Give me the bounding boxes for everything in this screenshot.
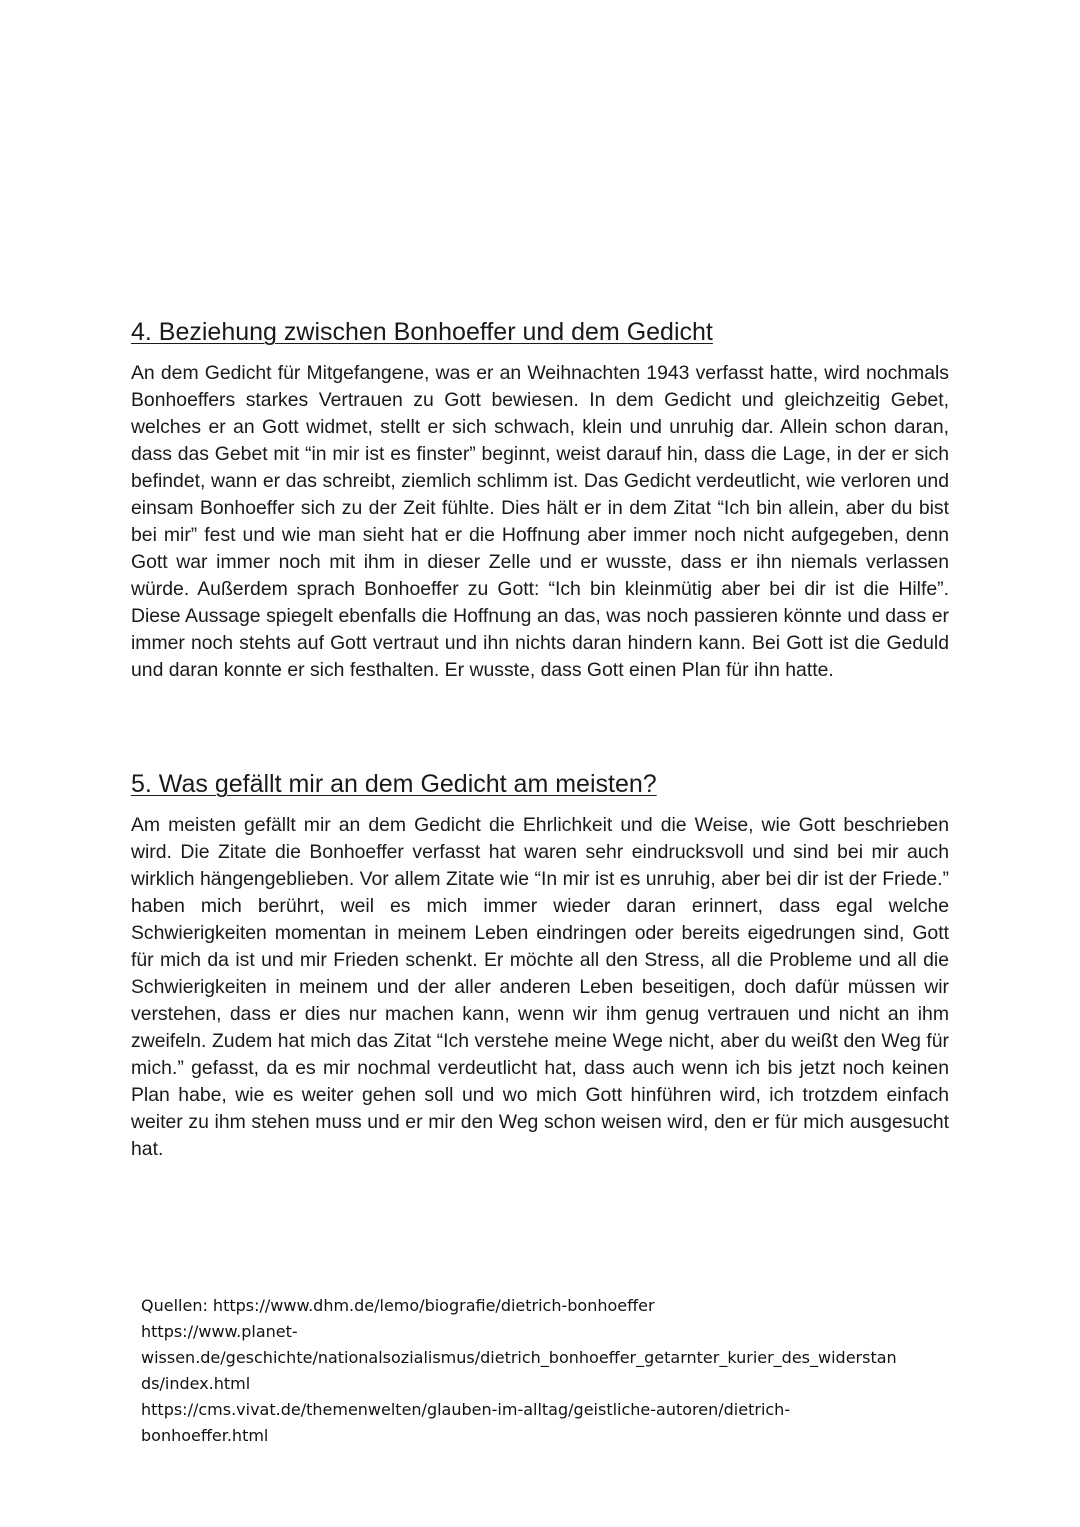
- sources-line: Quellen: https://www.dhm.de/lemo/biografie/dietrich-bonhoeffer: [141, 1296, 655, 1315]
- sources-block: [141, 1293, 941, 1449]
- section-4: [131, 316, 949, 684]
- section-5-body: Am meisten gefällt mir an dem Gedicht die Ehrlichkeit und die Weise, wie Gott beschrieben wird. Die Zitate die Bonhoeffer verfasst hat waren sehr eindrucksvoll und sind bei mir auch wirklich hängengeblieben. Vor allem Zitate wie “In mir ist es unruhig, aber bei dir ist der Friede.” haben mich berührt, weil es mich immer wieder daran erinnert, dass egal welche Schwierigkeiten momentan in meinem Leben eindringen oder bereits eigedrungen sind, Gott für mich da ist und mir Frieden schenkt. Er möchte all den Stress, all die Probleme und all die Schwierigkeiten in meinem und der aller anderen Leben beseitigen, doch dafür müssen wir verstehen, dass er dies nur machen kann, wenn wir ihm genug vertrauen und nicht an ihm zweifeln. Zudem hat mich das Zitat “Ich verstehe meine Wege nicht, aber du weißt den Weg für mich.” gefasst, da es mir nochmal verdeutlicht hat, dass auch wenn ich bis jetzt noch keinen Plan habe, wie es weiter gehen soll und wo mich Gott hinführen wird, ich trotzdem einfach weiter zu ihm stehen muss und er mir den Weg schon weisen wird, den er für mich ausgesucht hat.: [131, 814, 949, 1160]
- section-4-heading: 4. Beziehung zwischen Bonhoeffer und dem Gedicht: [131, 318, 713, 346]
- section-5: [131, 768, 949, 1163]
- sources-line: ds/index.html: [141, 1374, 251, 1393]
- section-4-body: An dem Gedicht für Mitgefangene, was er an Weihnachten 1943 verfasst hatte, wird nochmals Bonhoeffers starkes Vertrauen zu Gott bewiesen. In dem Gedicht und gleichzeitig Gebet, welches er an Gott widmet, stellt er sich schwach, klein und unruhig dar. Allein schon daran, dass das Gebet mit “in mir ist es finster” beginnt, weist darauf hin, dass die Lage, in der er sich befindet, wann er das schreibt, ziemlich schlimm ist. Das Gedicht verdeutlicht, wie verloren und einsam Bonhoeffer sich zu der Zeit fühlte. Dies hält er in dem Zitat “Ich bin allein, aber du bist bei mir” fest und wie man sieht hat er die Hoffnung aber immer noch nicht aufgegeben, denn Gott war immer noch mit ihm in dieser Zelle und er wusste, dass er ihn niemals verlassen würde. Außerdem sprach Bonhoeffer zu Gott: “Ich bin kleinmütig aber bei dir ist die Hilfe”. Diese Aussage spiegelt ebenfalls die Hoffnung an das, was noch passieren könnte und dass er immer noch stehts auf Gott vertraut und ihn nichts daran hindern kann. Bei Gott ist die Geduld und daran konnte er sich festhalten. Er wusste, dass Gott einen Plan für ihn hatte.: [131, 362, 949, 681]
- sources-line: https://cms.vivat.de/themenwelten/glauben-im-alltag/geistliche-autoren/dietrich-: [141, 1400, 791, 1419]
- sources-line: bonhoeffer.html: [141, 1426, 269, 1445]
- section-5-heading: 5. Was gefällt mir an dem Gedicht am meisten?: [131, 770, 657, 798]
- sources-line: https://www.planet-: [141, 1322, 298, 1341]
- sources-line: wissen.de/geschichte/nationalsozialismus/dietrich_bonhoeffer_getarnter_kurier_des_widerstan: [141, 1348, 897, 1367]
